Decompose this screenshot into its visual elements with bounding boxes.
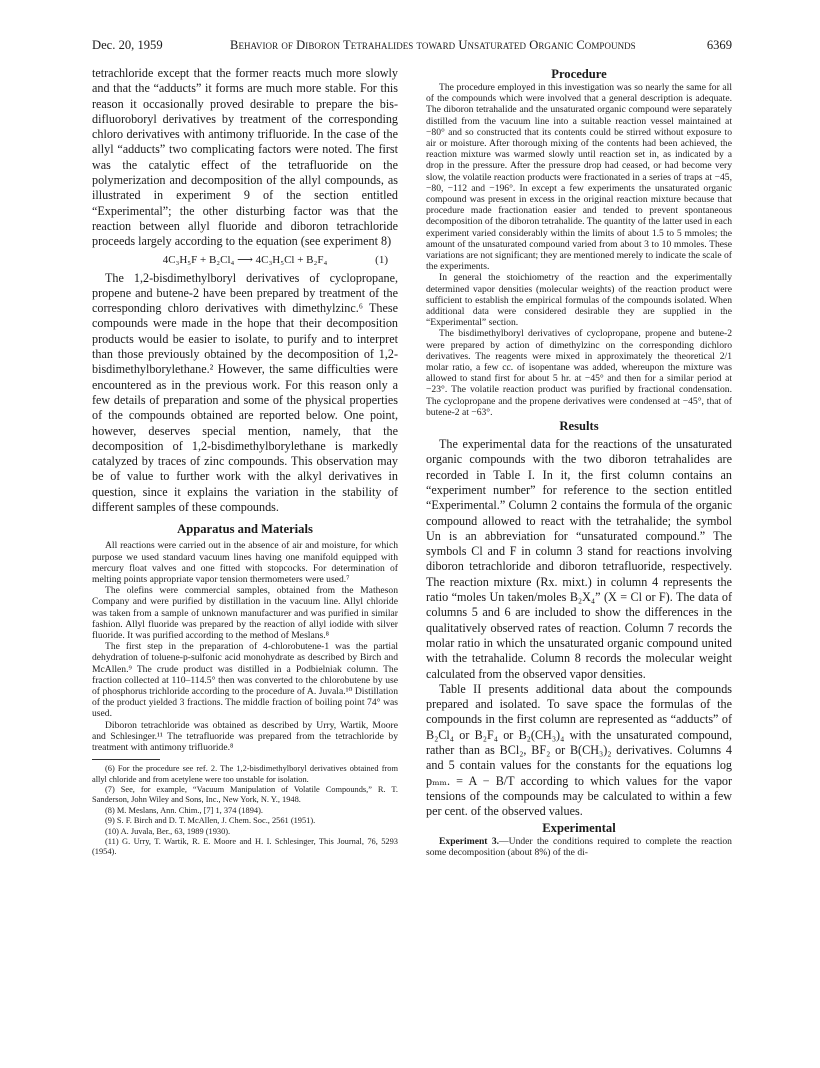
section-heading-experimental: Experimental xyxy=(542,820,616,835)
paragraph: The first step in the preparation of 4-chlorobutene-1 was the partial dehydration of toluene-p-sulfonic acid monohydrate as described by Birch and McAllen.⁹ The crude product was distilled in a Podbielniak column. The fraction collected at 110–114.5° then was converted to the chlorobutene by use of phosphorus trichloride according to the procedure of A. Juvala.¹⁰ Distillation of the product yielded 3 fractions. The middle fraction of boiling point 74° was used. xyxy=(92,641,398,720)
paragraph: The olefins were commercial samples, obtained from the Matheson Company and were purified by distillation in the vacuum line. Allyl chloride was taken from a sample of unknown manufacturer and was purified in similar fashion. Allyl fluoride was prepared by the reaction of allyl iodide with silver fluoride. It was purified according to the method of Meslans.⁸ xyxy=(92,585,398,641)
paragraph: The 1,2-bisdimethylboryl derivatives of cyclopropane, propene and butene-2 have been prepared by treatment of the corresponding chloro derivatives with dimethylzinc.⁶ These compounds were made in the hope that their decomposition products would be easier to isolate, to purify and to interpret than those previously obtained by the decomposition of 1,2-bisdimethylborylethane.² However, the same difficulties were encountered as in the previous work. For this reason only a few details of preparation and some of the physical properties of the compounds obtained are reported below. One point, however, deserves special mention, namely, that the decomposition of 1,2-bisdimethylborylethane is markedly catalyzed by traces of zinc compounds. This observation may be of value to further work with the alkyl derivatives in question, since it explains the variation in the stability of different samples of these compounds. xyxy=(92,270,398,515)
running-header xyxy=(92,37,732,53)
header-date: Dec. 20, 1959 xyxy=(92,38,163,52)
section-heading-apparatus: Apparatus and Materials xyxy=(177,522,313,537)
paragraph: In general the stoichiometry of the reaction and the experimentally determined vapor densities (molecular weights) of the reaction product were sufficient to establish the empirical formulas of the compounds isolated. When additional data were considered desirable they are supplied in the “Experimental” section. xyxy=(426,272,732,329)
equation-text: 4C₃H₅F + B₂Cl₄ ⟶ 4C₃H₅Cl + B₂F₄ xyxy=(162,253,328,266)
section-heading-results: Results xyxy=(559,419,599,434)
paragraph: Diboron tetrachloride was obtained as described by Urry, Wartik, Moore and Schlesinger.¹¹ The tetrafluoride was prepared from the tetrachloride by treatment with antimony trifluoride.⁸ xyxy=(92,719,398,753)
equation-1 xyxy=(92,253,398,268)
experiment-text: —Under the conditions required to complete the reaction some decomposition (about 8%) of the di- xyxy=(426,835,732,858)
paragraph: The procedure employed in this investigation was so nearly the same for all of the compounds which were involved that a general description is adequate. The diboron tetrahalide and the unsaturated organic compound were separately distilled from the vacuum line into a suitable reaction vessel maintained at −80° and so constructed that its contents could be stirred without exposure to air or moisture. After thorough mixing of the contents had been achieved, the reaction mixture was warmed slowly until reaction set in, as indicated by a drop in the pressure. After the pressure drop had ceased, or had become very slow, the volatile reaction products were fractionated in a series of traps at −45, −80, −112 and −196°. In except a few experiments the unsaturated organic compound was present in excess in the original reaction mixture because that procedure made fractionation easier and tended to prevent spontaneous decomposition of the diboron tetrahalide. The quantity of the latter used in each experiment varied considerably within the limits of about 1.5 to 5 mmoles; the amount of the unsaturated compound varied from about 3 to 10 mmoles. These variations are not significant; they are mentioned merely to indicate the scale of the experiments. xyxy=(426,82,732,273)
footnote: (9) S. F. Birch and D. T. McAllen, J. Chem. Soc., 2561 (1951). xyxy=(105,816,316,826)
paragraph: tetrachloride except that the former reacts much more slowly and that the “adducts” it forms are much more stable. For this reason it occasionally proved desirable to prepare the bis-difluoroboryl derivatives by treatment of the corresponding chloro derivatives with antimony trifluoride. In the case of the allyl “adducts” two complicating factors were noted. The first was the catalytic effect of the tetrafluoride on the polymerization and decomposition of the allyl compounds, as illustrated in experiment 9 of the section entitled “Experimental”; the other disturbing factor was that the reaction between allyl fluoride and diboron tetrachloride proceeds largely according to the equation (see experiment 8) xyxy=(92,66,398,249)
footnote: (7) See, for example, “Vacuum Manipulation of Volatile Compounds,” R. T. Sanderson, John Wiley and Sons, Inc., New York, N. Y., 1948. xyxy=(92,784,398,805)
equation-number: (1) xyxy=(375,253,388,266)
paragraph: Table II presents additional data about the compounds prepared and isolated. To save space the formulas of the compounds in the first column are represented as “adducts” of B₂Cl₄ or B₂F₄ or B₂(CH₃)₄ with the unsaturated compound, rather than as BCl₂, BF₂ or B(CH₃)₂ derivatives. Columns 4 and 5 contain values for the constants for the equations log pₘₘ. = A − B/T according to which values for the vapor tensions of the compounds may be calculated to within a few per cent. of the observed values. xyxy=(426,681,732,819)
footnote: (6) For the procedure see ref. 2. The 1,2-bisdimethylboryl derivatives obtained from allyl chloride and from acetylene were too unstable for isolation. xyxy=(92,764,398,784)
footnote: (11) G. Urry, T. Wartik, R. E. Moore and H. I. Schlesinger, This Journal, 76, 5293 (1954). xyxy=(92,837,398,857)
header-page-number: 6369 xyxy=(706,38,732,52)
footnote-rule xyxy=(92,759,160,760)
paragraph xyxy=(426,836,732,858)
paragraph: The bisdimethylboryl derivatives of cyclopropane, propene and butene-2 were prepared by action of dimethylzinc on the corresponding dichloro derivatives. The reagents were mixed in approximately the theoretical 2/1 molar ratio, a few cc. of isopentane was added, whereupon the mixture was allowed to stand first for about 5 hr. at −45° and then for a similar period at −23°. The volatile reaction product was purified by fractional condensation. The cyclopropane and the propene derivatives were condensed at −45°, that of butene-2 at −63°. xyxy=(426,328,732,418)
experiment-label: Experiment 3. xyxy=(439,835,500,847)
header-title: Behavior of Diboron Tetrahalides toward Unsaturated Organic Compounds xyxy=(230,38,636,52)
paragraph: The experimental data for the reactions of the unsaturated organic compounds with the two diboron tetrahalides are recorded in Table I. In it, the first column contains an “experiment number” for reference to the section entitled “Experimental.” Column 2 contains the formula of the organic compound allowed to react with the tetrahalide; the symbol Un is an abbreviation for “unsaturated compound.” The symbols Cl and F in column 3 stand for reactions involving diboron tetrachloride and diboron tetrafluoride, respectively. The reaction mixture (Rx. mixt.) in column 4 represents the ratio “moles Un taken/moles B₂X₄” (X = Cl or F). The data of columns 5 and 6 are included to show the differences in the qualitatively observed rates of reaction. Column 7 records the molar ratio in which the unsaturated organic compound united with the tetrahalide. Column 8 records the molecular weight calculated from the observed vapor densities. xyxy=(426,437,732,681)
footnote: (10) A. Juvala, Ber., 63, 1989 (1930). xyxy=(105,826,231,836)
footnote: (8) M. Meslans, Ann. Chim., [7] 1, 374 (1894). xyxy=(105,805,263,815)
right-column xyxy=(426,66,732,858)
section-heading-procedure: Procedure xyxy=(551,67,607,81)
paragraph: All reactions were carried out in the absence of air and moisture, for which purpose we used standard vacuum lines having one manifold equipped with mercury float valves and one fitted with stopcocks. For determination of melting points appropriate vapor tension thermometers were used.⁷ xyxy=(92,540,398,585)
left-column xyxy=(92,66,398,858)
